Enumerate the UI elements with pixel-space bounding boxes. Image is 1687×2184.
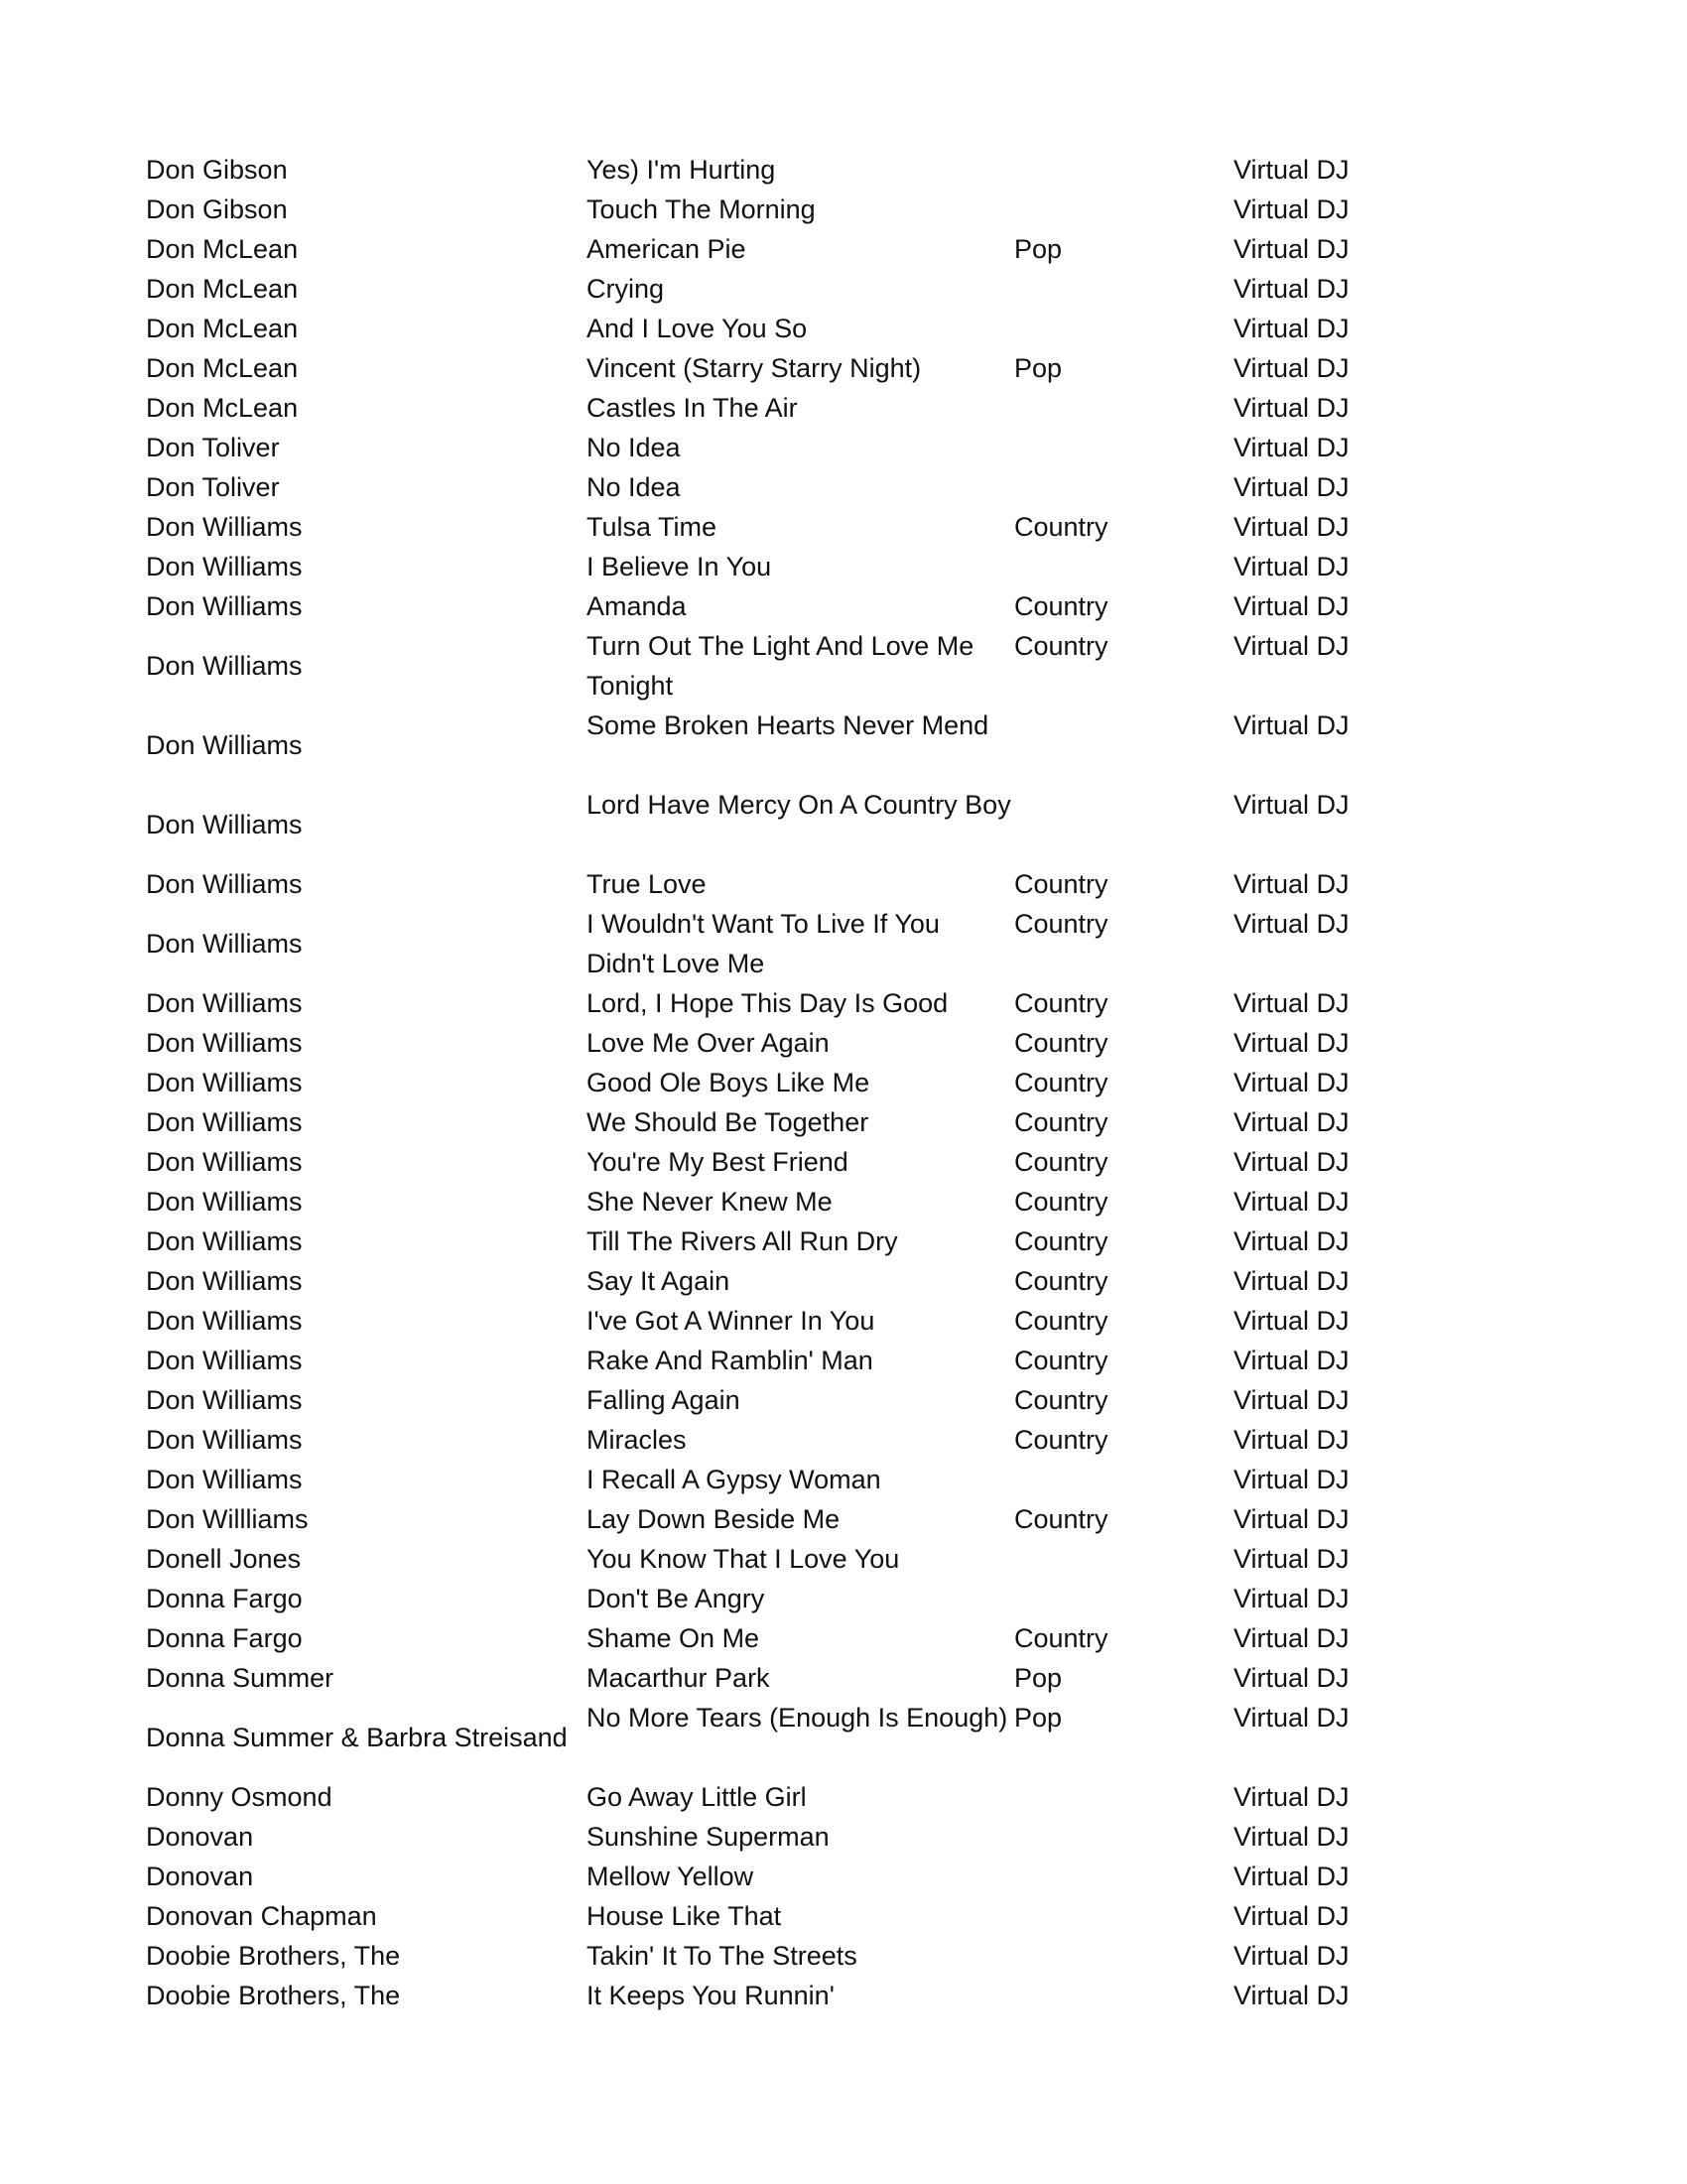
source-cell: Virtual DJ [1233,234,1350,264]
source-cell: Virtual DJ [1233,1465,1350,1494]
table-row [0,626,1687,706]
artist-cell: Donny Osmond [146,1782,332,1812]
artist-cell: Don Williams [146,1147,303,1177]
artist-cell: Donovan [146,1822,254,1852]
table-row [0,1221,1687,1261]
title-cell: No Idea [586,472,681,502]
table-row [0,1341,1687,1380]
title-cell: I Recall A Gypsy Woman [586,1465,881,1494]
artist-cell: Donovan [146,1862,254,1891]
artist-cell: Don Williams [146,1107,303,1137]
title-cell: Say It Again [586,1266,730,1296]
table-row [0,1102,1687,1142]
title-cell: No More Tears (Enough Is Enough) [586,1703,1008,1733]
artist-cell: Don Williams [146,929,303,959]
artist-cell: Don Williams [146,1385,303,1415]
source-cell: Virtual DJ [1233,1504,1350,1534]
genre-cell: Country [1014,1346,1108,1375]
source-cell: Virtual DJ [1233,1385,1350,1415]
table-row [0,1023,1687,1063]
title-cell: Love Me Over Again [586,1028,830,1058]
source-cell: Virtual DJ [1233,1147,1350,1177]
artist-cell: Don McLean [146,393,299,423]
artist-cell: Don Williams [146,1187,303,1217]
table-row [0,1301,1687,1341]
table-row [0,706,1687,785]
table-row [0,1936,1687,1976]
artist-cell: Don Willliams [146,1504,309,1534]
title-cell: She Never Knew Me [586,1187,833,1217]
title-cell: Rake And Ramblin' Man [586,1346,873,1375]
artist-cell: Don Gibson [146,194,288,224]
source-cell: Virtual DJ [1233,472,1350,502]
title-cell: Mellow Yellow [586,1862,754,1891]
artist-cell: Don Williams [146,869,303,899]
title-cell: House Like That [586,1901,782,1931]
source-cell: Virtual DJ [1233,1544,1350,1574]
table-row [0,785,1687,864]
title-cell: Go Away Little Girl [586,1782,807,1812]
table-row [0,190,1687,229]
source-cell: Virtual DJ [1233,631,1350,661]
artist-cell: Don Williams [146,1226,303,1256]
artist-cell: Don McLean [146,234,299,264]
title-cell: Falling Again [586,1385,740,1415]
genre-cell: Country [1014,869,1108,899]
artist-cell: Don Toliver [146,472,280,502]
table-row [0,1896,1687,1936]
source-cell: Virtual DJ [1233,314,1350,343]
table-row [0,864,1687,904]
genre-cell: Pop [1014,234,1063,264]
source-cell: Virtual DJ [1233,1425,1350,1455]
genre-cell: Country [1014,988,1108,1018]
source-cell: Virtual DJ [1233,1584,1350,1613]
source-cell: Virtual DJ [1233,1068,1350,1097]
source-cell: Virtual DJ [1233,909,1350,939]
genre-cell: Country [1014,631,1108,661]
title-cell: Macarthur Park [586,1663,770,1693]
artist-cell: Doobie Brothers, The [146,1941,401,1971]
artist-cell: Don Williams [146,512,303,542]
table-row [0,1142,1687,1182]
source-cell: Virtual DJ [1233,1822,1350,1852]
genre-cell: Country [1014,1147,1108,1177]
artist-cell: Donna Summer & Barbra Streisand [146,1723,568,1752]
genre-cell: Country [1014,909,1108,939]
title-cell: It Keeps You Runnin' [586,1981,835,2010]
source-cell: Virtual DJ [1233,353,1350,383]
table-row [0,586,1687,626]
table-row [0,150,1687,190]
table-row [0,467,1687,507]
source-cell: Virtual DJ [1233,552,1350,581]
source-cell: Virtual DJ [1233,1862,1350,1891]
table-row [0,1658,1687,1698]
artist-cell: Donna Summer [146,1663,334,1693]
title-cell: You're My Best Friend [586,1147,848,1177]
title-cell: True Love [586,869,707,899]
artist-cell: Don McLean [146,314,299,343]
source-cell: Virtual DJ [1233,1028,1350,1058]
source-cell: Virtual DJ [1233,1187,1350,1217]
table-row [0,428,1687,467]
table-row [0,1777,1687,1817]
table-row [0,309,1687,348]
title-cell: Some Broken Hearts Never Mend [586,710,989,740]
artist-cell: Don Toliver [146,433,280,462]
genre-cell: Country [1014,1266,1108,1296]
title-cell: Lord, I Hope This Day Is Good [586,988,949,1018]
artist-cell: Don Williams [146,1306,303,1336]
artist-cell: Don Williams [146,1425,303,1455]
table-row [0,1380,1687,1420]
artist-cell: Don Williams [146,1465,303,1494]
genre-cell: Country [1014,1623,1108,1653]
title-cell: Till The Rivers All Run Dry [586,1226,898,1256]
source-cell: Virtual DJ [1233,1306,1350,1336]
artist-cell: Donovan Chapman [146,1901,377,1931]
source-cell: Virtual DJ [1233,393,1350,423]
table-row [0,1857,1687,1896]
source-cell: Virtual DJ [1233,1663,1350,1693]
artist-cell: Don Williams [146,988,303,1018]
title-cell: Yes) I'm Hurting [586,155,776,185]
table-row [0,1579,1687,1618]
artist-cell: Don McLean [146,353,299,383]
table-row [0,269,1687,309]
title-cell: I Wouldn't Want To Live If You Didn't Love Me [586,909,940,978]
genre-cell: Country [1014,591,1108,621]
title-cell: And I Love You So [586,314,808,343]
title-cell: Takin' It To The Streets [586,1941,857,1971]
title-cell: We Should Be Together [586,1107,869,1137]
artist-cell: Doobie Brothers, The [146,1981,401,2010]
table-row [0,1182,1687,1221]
source-cell: Virtual DJ [1233,155,1350,185]
source-cell: Virtual DJ [1233,988,1350,1018]
title-cell: Crying [586,274,665,304]
artist-cell: Donna Fargo [146,1623,303,1653]
source-cell: Virtual DJ [1233,591,1350,621]
table-row [0,1976,1687,2015]
source-cell: Virtual DJ [1233,1941,1350,1971]
title-cell: Sunshine Superman [586,1822,830,1852]
title-cell: Good Ole Boys Like Me [586,1068,870,1097]
genre-cell: Country [1014,1306,1108,1336]
genre-cell: Country [1014,1068,1108,1097]
source-cell: Virtual DJ [1233,1981,1350,2010]
artist-cell: Don Williams [146,1266,303,1296]
title-cell: Miracles [586,1425,687,1455]
genre-cell: Country [1014,1226,1108,1256]
title-cell: Vincent (Starry Starry Night) [586,353,922,383]
title-cell: Turn Out The Light And Love Me Tonight [586,631,974,701]
table-row [0,547,1687,586]
table-row [0,1261,1687,1301]
source-cell: Virtual DJ [1233,1703,1350,1733]
table-row [0,1817,1687,1857]
title-cell: Touch The Morning [586,194,816,224]
title-cell: Lord Have Mercy On A Country Boy [586,790,1011,820]
source-cell: Virtual DJ [1233,512,1350,542]
source-cell: Virtual DJ [1233,433,1350,462]
title-cell: Lay Down Beside Me [586,1504,841,1534]
title-cell: Shame On Me [586,1623,760,1653]
table-row [0,388,1687,428]
table-row [0,1499,1687,1539]
source-cell: Virtual DJ [1233,1226,1350,1256]
source-cell: Virtual DJ [1233,1107,1350,1137]
genre-cell: Country [1014,512,1108,542]
artist-cell: Don Williams [146,591,303,621]
source-cell: Virtual DJ [1233,1782,1350,1812]
table-row [0,1698,1687,1777]
artist-cell: Don Williams [146,1068,303,1097]
artist-cell: Don Williams [146,1346,303,1375]
artist-cell: Donna Fargo [146,1584,303,1613]
genre-cell: Country [1014,1385,1108,1415]
source-cell: Virtual DJ [1233,710,1350,740]
artist-cell: Don Williams [146,552,303,581]
source-cell: Virtual DJ [1233,274,1350,304]
table-row [0,1063,1687,1102]
table-row [0,904,1687,983]
source-cell: Virtual DJ [1233,790,1350,820]
genre-cell: Country [1014,1504,1108,1534]
source-cell: Virtual DJ [1233,1901,1350,1931]
source-cell: Virtual DJ [1233,194,1350,224]
genre-cell: Country [1014,1107,1108,1137]
source-cell: Virtual DJ [1233,1623,1350,1653]
title-cell: I Believe In You [586,552,772,581]
title-cell: American Pie [586,234,746,264]
genre-cell: Pop [1014,353,1063,383]
table-row [0,1460,1687,1499]
title-cell: No Idea [586,433,681,462]
artist-cell: Donell Jones [146,1544,302,1574]
genre-cell: Country [1014,1425,1108,1455]
genre-cell: Pop [1014,1663,1063,1693]
artist-cell: Don Williams [146,1028,303,1058]
genre-cell: Country [1014,1187,1108,1217]
title-cell: Amanda [586,591,687,621]
table-row [0,229,1687,269]
genre-cell: Country [1014,1028,1108,1058]
table-row [0,507,1687,547]
title-cell: I've Got A Winner In You [586,1306,875,1336]
title-cell: You Know That I Love You [586,1544,900,1574]
table-row [0,1539,1687,1579]
table-row [0,348,1687,388]
artist-cell: Don Williams [146,810,303,839]
table-row [0,983,1687,1023]
artist-cell: Don McLean [146,274,299,304]
artist-cell: Don Williams [146,651,303,681]
table-row [0,1618,1687,1658]
artist-cell: Don Williams [146,730,303,760]
source-cell: Virtual DJ [1233,869,1350,899]
title-cell: Castles In The Air [586,393,798,423]
artist-cell: Don Gibson [146,155,288,185]
source-cell: Virtual DJ [1233,1346,1350,1375]
title-cell: Don't Be Angry [586,1584,765,1613]
genre-cell: Pop [1014,1703,1063,1733]
table-row [0,1420,1687,1460]
title-cell: Tulsa Time [586,512,717,542]
source-cell: Virtual DJ [1233,1266,1350,1296]
